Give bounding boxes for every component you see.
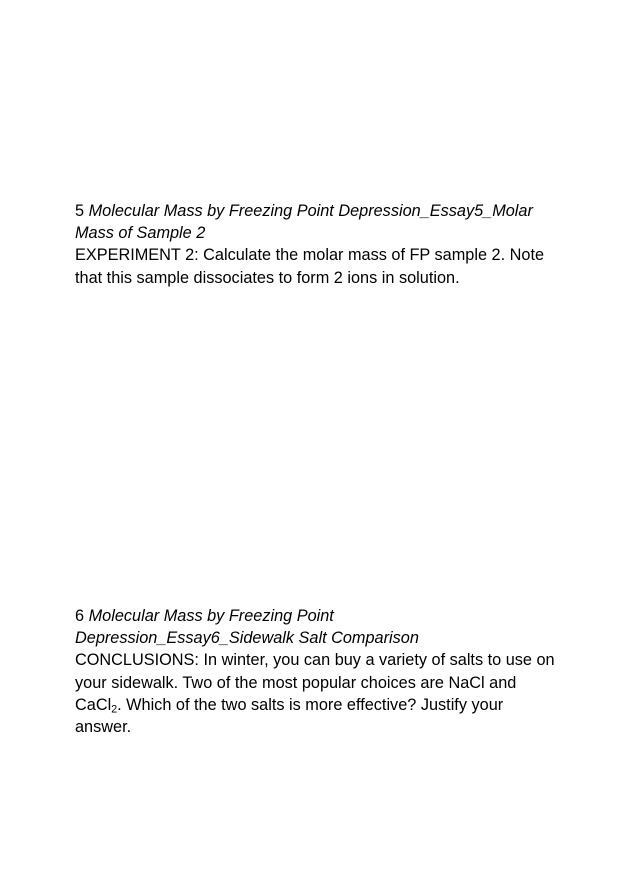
question-6-body	[75, 649, 555, 738]
question-5-title: Molecular Mass by Freezing Point Depression_Essay5_Molar Mass of Sample 2	[75, 202, 533, 243]
question-5-body: EXPERIMENT 2: Calculate the molar mass of FP sample 2. Note that this sample dissociates to form 2 ions in solution.	[75, 246, 545, 287]
question-5-number: 5	[75, 202, 85, 220]
formula-subscript: 2	[111, 703, 118, 716]
cacl2-formula	[75, 696, 117, 714]
question-6-number: 6	[75, 607, 85, 625]
question-6-body-part-1: CONCLUSIONS: In winter, you can buy a variety of salts to use on your sidewalk. Two of the most popular choices are NaCl and	[75, 651, 555, 692]
question-5	[75, 200, 555, 289]
question-5-title-line	[75, 200, 555, 244]
question-6-body-part-2: . Which of the two salts is more effective? Justify your answer.	[75, 695, 504, 737]
question-6-title-line	[75, 605, 555, 649]
question-6-title: Molecular Mass by Freezing Point Depression_Essay6_Sidewalk Salt Comparison	[75, 607, 419, 648]
question-6	[75, 605, 555, 738]
formula-base: CaCl	[75, 695, 112, 714]
